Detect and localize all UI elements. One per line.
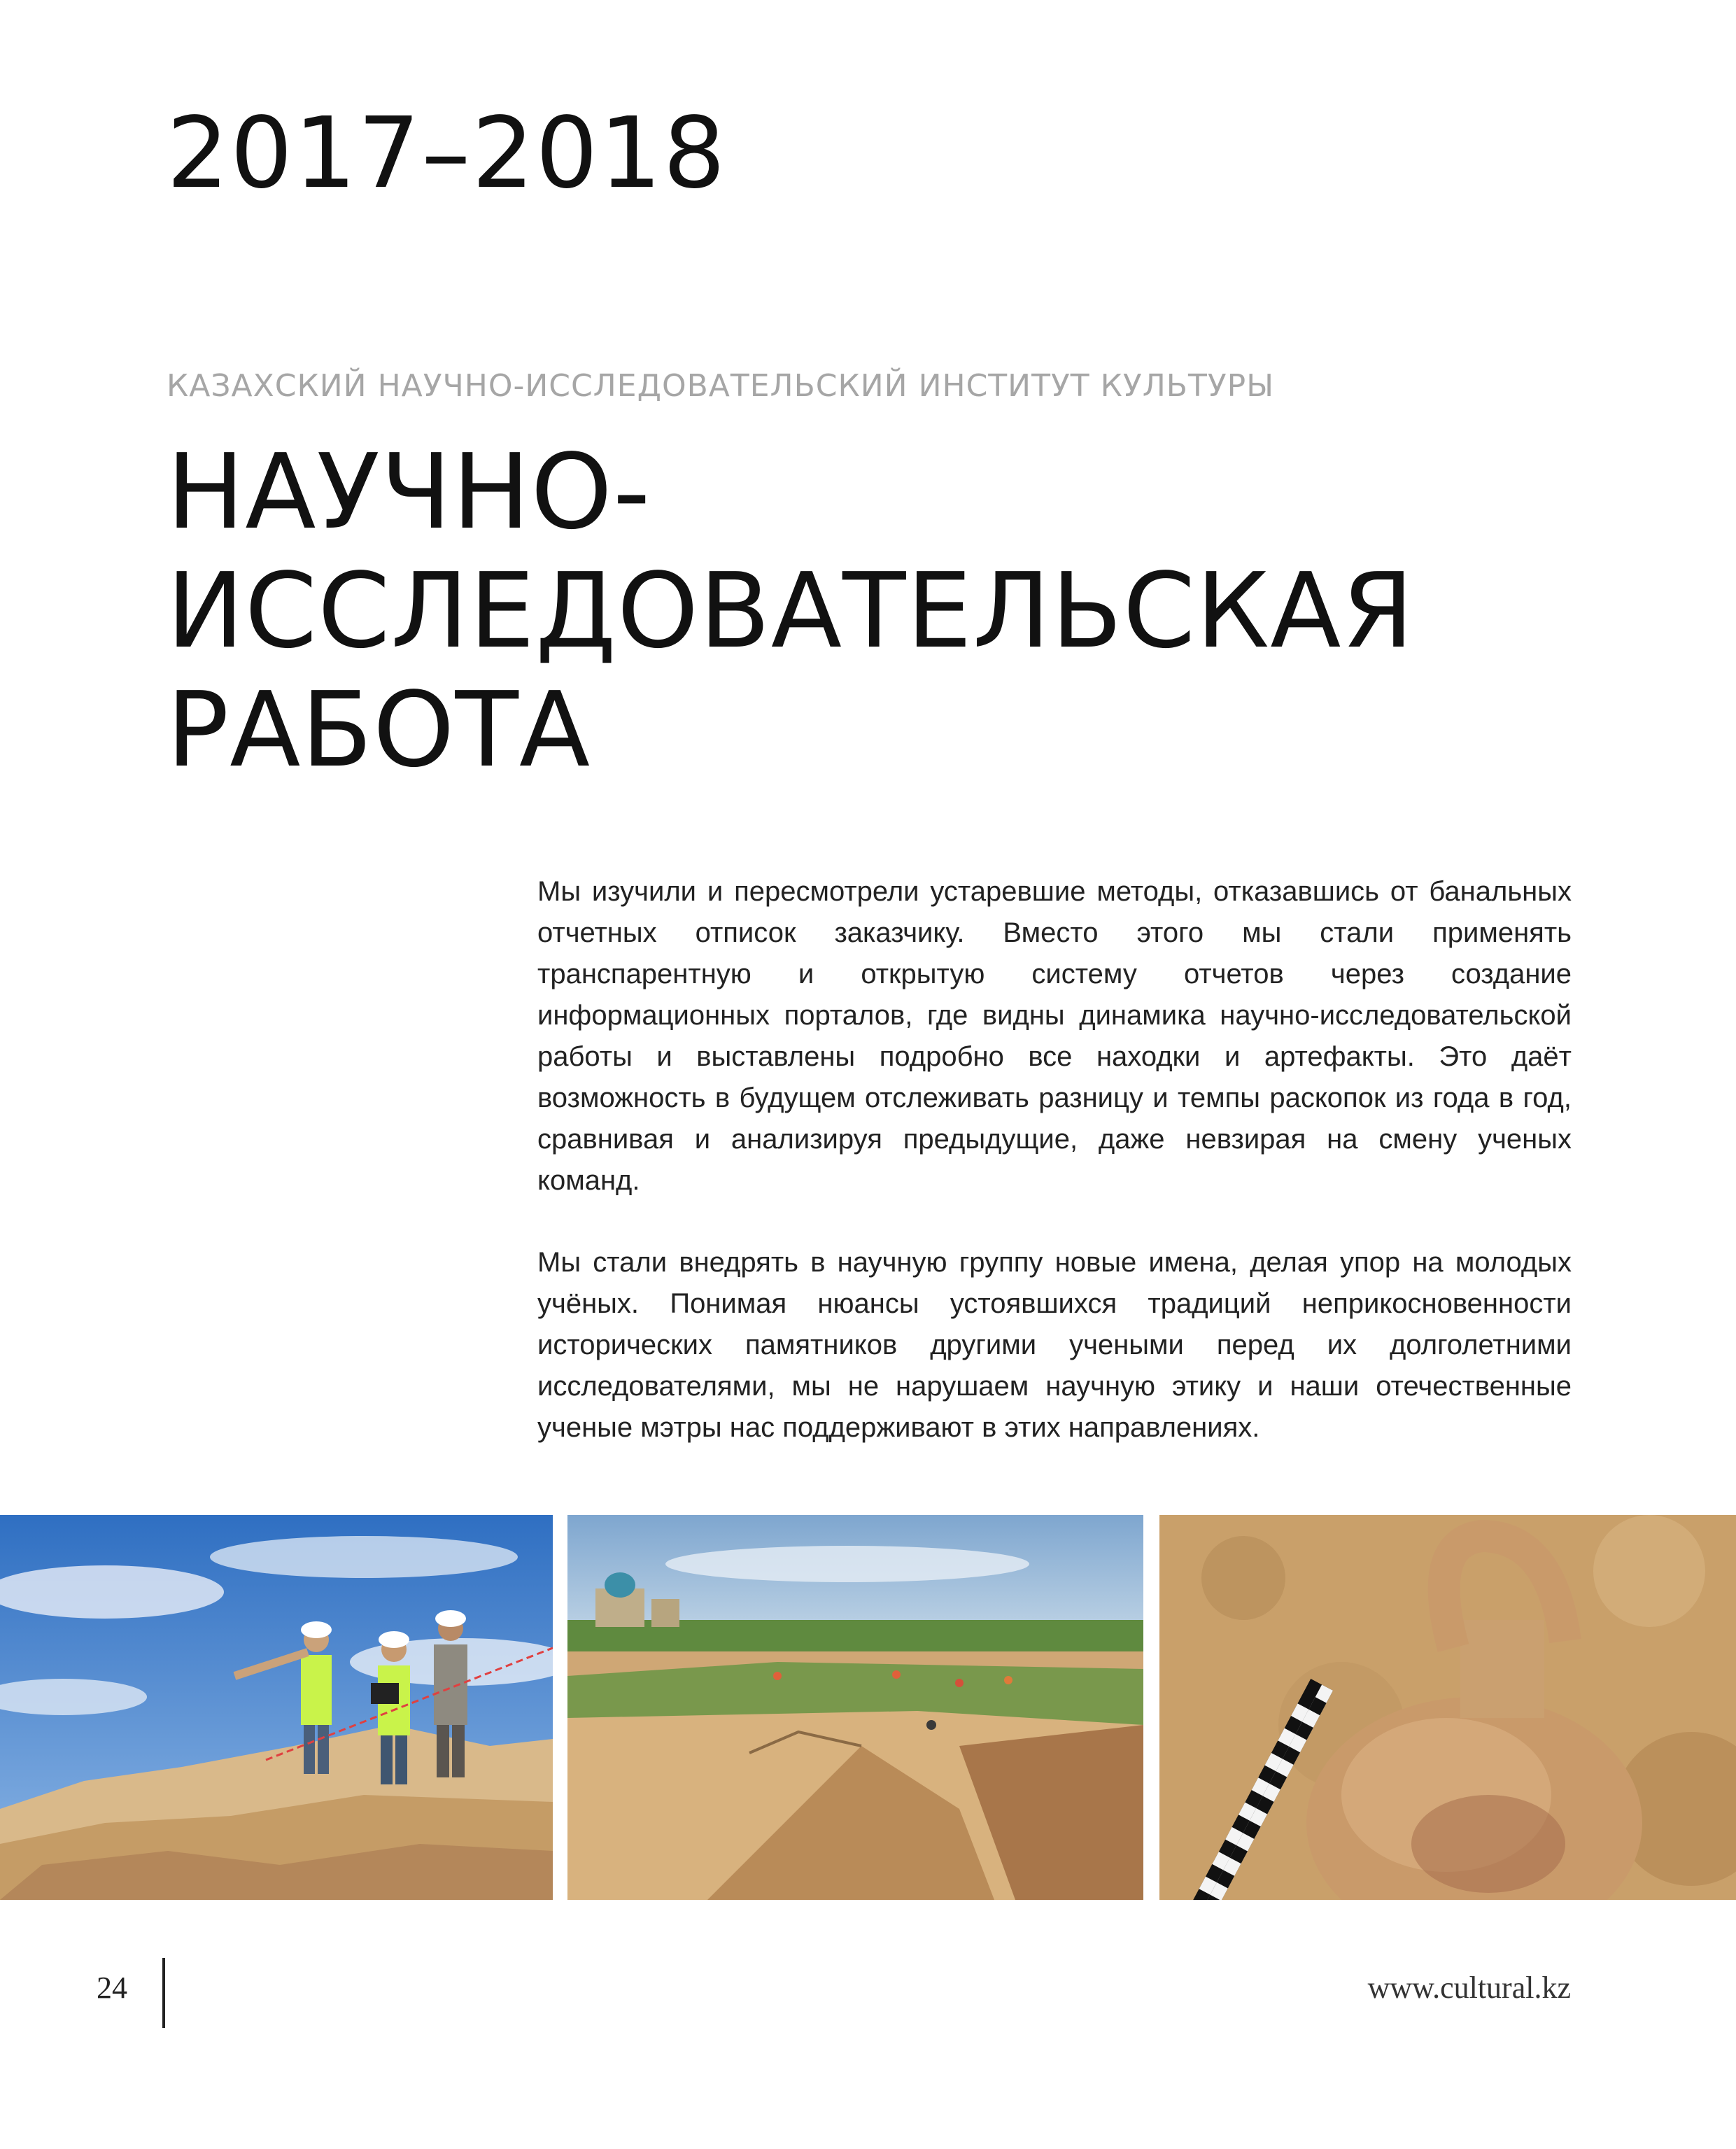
clay-jug-artifact-photo (1159, 1515, 1736, 1900)
researchers-on-cliff-photo (0, 1515, 553, 1900)
paragraph-1: Мы изучили и пересмотрели устаревшие методы, отказавшись от банальных отчетных отписок заказчику. Вместо этого мы стали применять транспарентную и открытую систему отчетов через создание информационных порталов, где видны динамика научно-исследовательской работы и выставлены подробно все находки и артефакты. Это даёт возможность в будущем отслеживать разницу и темпы раскопок из года в год, сравнивая и анализируя предыдущие, даже невзирая на смену ученых команд. (537, 876, 1572, 1196)
title-line-3: РАБОТА (167, 670, 591, 790)
footer-divider (162, 1958, 165, 2028)
excavation-site-photo (567, 1515, 1143, 1900)
page-number: 24 (97, 1971, 127, 2005)
title-line-1: НАУЧНО- (167, 432, 651, 552)
title-line-2: ИССЛЕДОВАТЕЛЬСКАЯ (167, 551, 1415, 671)
institute-subtitle: КАЗАХСКИЙ НАУЧНО-ИССЛЕДОВАТЕЛЬСКИЙ ИНСТИТУТ КУЛЬТУРЫ (167, 368, 1275, 404)
website-link[interactable]: www.cultural.kz (1367, 1971, 1571, 2005)
body-text (537, 871, 1572, 1489)
year-range-heading: 2017–2018 (167, 97, 727, 211)
paragraph-2: Мы стали внедрять в научную группу новые имена, делая упор на молодых учёных. Понимая нюансы устоявшихся традиций неприкосновенности исторических памятников другими учеными перед их долголетними исследователями, мы не нарушаем научную этику и наши отечественные ученые мэтры нас поддерживают в этих направлениях. (537, 1247, 1572, 1443)
page-title (167, 432, 1636, 789)
